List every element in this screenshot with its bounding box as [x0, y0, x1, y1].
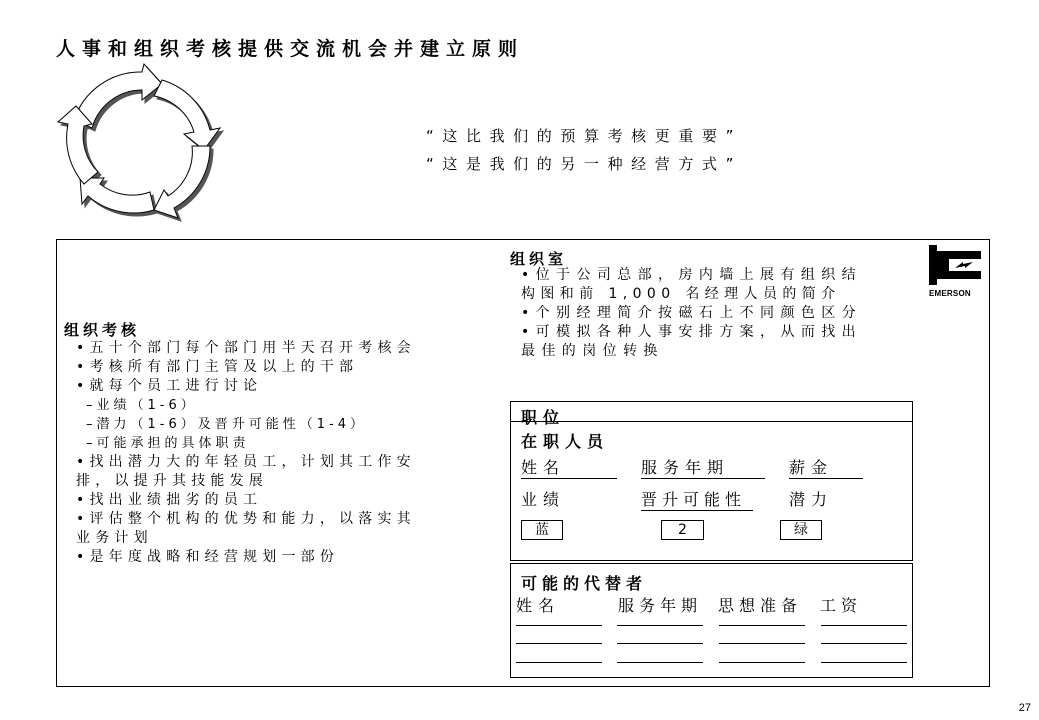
list-item: •五十个部门每个部门用半天召开考核会	[76, 340, 416, 356]
blank-line	[719, 662, 805, 663]
emerson-logo	[929, 245, 987, 298]
successor-col-service: 服务年期	[618, 596, 703, 615]
org-room-list	[521, 266, 862, 361]
blank-line	[617, 662, 703, 663]
blank-line	[821, 662, 907, 663]
emerson-logo-icon	[929, 245, 981, 285]
blank-line	[821, 643, 907, 644]
blank-line	[617, 643, 703, 644]
blank-line	[617, 625, 703, 626]
org-room-heading: 组织室	[510, 250, 568, 268]
successor-col-readiness: 思想准备	[718, 596, 803, 615]
list-item: •是年度战略和经营规划一部份	[76, 549, 340, 565]
service-years-label: 服务年期	[641, 458, 765, 479]
org-review-list	[76, 339, 416, 567]
successor-col-name: 姓名	[516, 596, 561, 615]
position-heading: 职位	[521, 408, 566, 427]
list-item: 最佳的岗位转换	[521, 343, 664, 359]
position-card	[510, 401, 913, 561]
name-label: 姓名	[521, 458, 617, 479]
list-item: •就每个员工进行讨论	[76, 378, 263, 394]
cycle-arrows-icon	[54, 60, 226, 228]
list-item: •可模拟各种人事安排方案，从而找出	[521, 324, 863, 340]
incumbent-heading: 在职人员	[521, 432, 610, 451]
page-number: 27	[1018, 702, 1031, 714]
blank-line	[821, 625, 907, 626]
list-item: •个别经理简介按磁石上不同颜色区分	[521, 305, 863, 321]
list-item: •找出业绩拙劣的员工	[76, 492, 263, 508]
salary-label: 薪金	[789, 458, 863, 479]
potential-value: 绿	[780, 520, 822, 540]
successor-heading: 可能的代替者	[521, 574, 648, 593]
list-item: –可能承担的具体职责	[86, 436, 250, 451]
quote-1: “这比我们的预算考核更重要”	[426, 127, 742, 145]
performance-label: 业绩	[521, 490, 566, 509]
quote-2: “这是我们的另一种经营方式”	[426, 155, 742, 173]
org-review-heading: 组织考核	[64, 321, 141, 339]
emerson-logo-text: EMERSON	[929, 289, 971, 298]
list-item: •评估整个机构的优势和能力，以落实其	[76, 511, 416, 527]
list-item: –潜力（1-6）及晋升可能性（1-4）	[86, 417, 367, 432]
successor-col-pay: 工资	[820, 596, 863, 615]
promotability-value: 2	[661, 520, 704, 540]
promotability-label: 晋升可能性	[641, 490, 753, 511]
list-item: •位于公司总部，房内墙上展有组织结	[521, 267, 863, 283]
blank-line	[719, 625, 805, 626]
performance-value: 蓝	[521, 520, 563, 540]
list-item: –业绩（1-6）	[86, 398, 198, 413]
blank-line	[516, 662, 602, 663]
list-item: 排，以提升其技能发展	[76, 473, 268, 489]
list-item: 业务计划	[76, 530, 153, 546]
list-item: •找出潜力大的年轻员工，计划其工作安	[76, 454, 416, 470]
list-item: •考核所有部门主管及以上的干部	[76, 359, 359, 375]
page-title: 人事和组织考核提供交流机会并建立原则	[56, 38, 525, 60]
position-card-divider	[511, 421, 913, 422]
list-item: 构图和前 1,000 名经理人员的简介	[521, 286, 841, 302]
blank-line	[719, 643, 805, 644]
potential-label: 潜力	[789, 490, 834, 509]
blank-line	[516, 643, 602, 644]
blank-line	[516, 625, 602, 626]
